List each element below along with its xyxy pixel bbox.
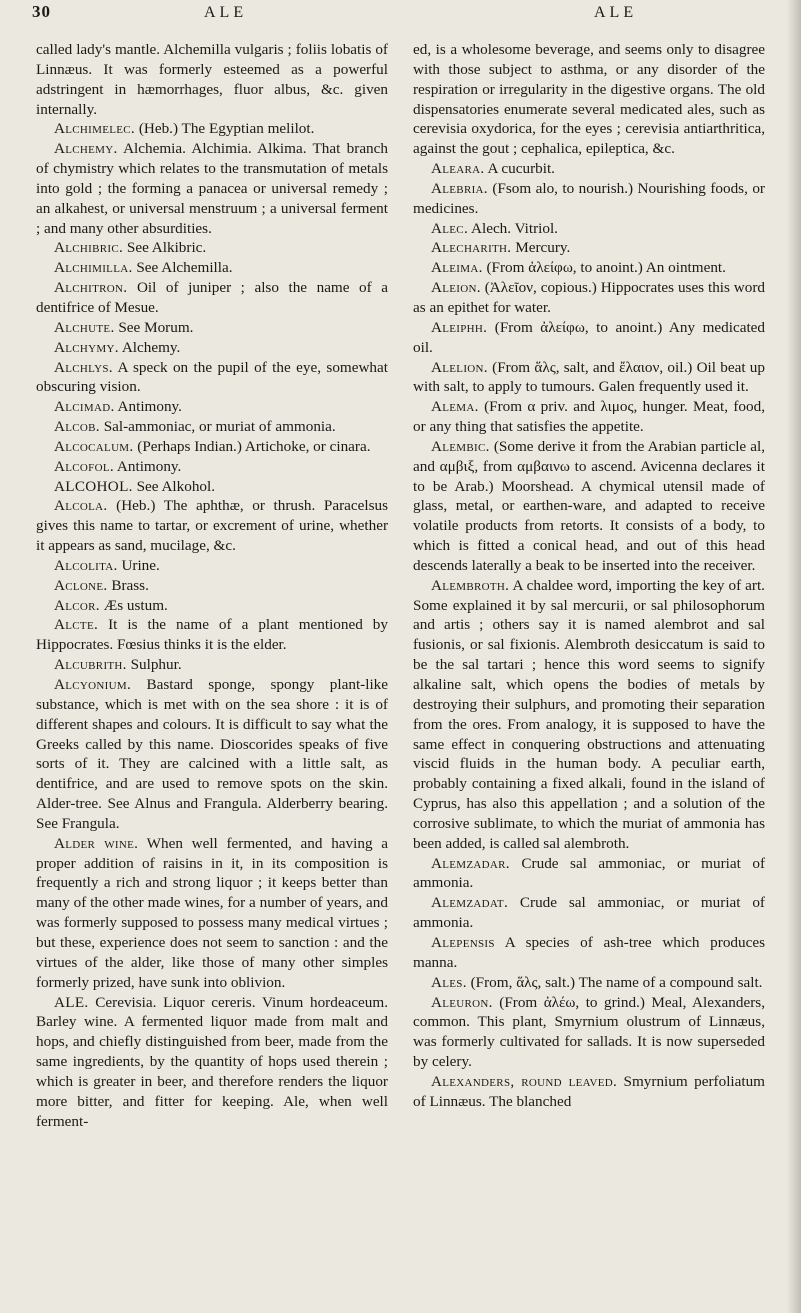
entry-headword: Alcola. [54,497,108,515]
entry-definition: (Fsom alo, to nourish.) Nourishing foods, or medicines. [413,179,765,217]
entry-headword: Alchemy. [54,140,118,158]
entry-headword: Aleion. [431,279,481,297]
dictionary-entry [413,238,765,258]
entry-definition: (Heb.) The Egyptian melilot. [138,120,315,138]
dictionary-entry [413,358,765,398]
dictionary-entry [413,893,765,933]
entry-headword: ALCOHOL. [54,477,133,495]
entry-definition: A species of ash-tree which produces manna. [413,933,766,971]
entry-headword: Alema. [431,398,479,416]
entry-headword: Alcyonium. [54,676,132,693]
dictionary-entry [413,1072,765,1112]
entry-headword: Alder wine. [54,834,139,852]
entry-definition: (From, ἅλς, salt.) The name of a compound salt. [470,973,763,991]
dictionary-entry [36,417,388,437]
dictionary-entry [36,457,388,477]
entry-headword: Alembic. [431,437,490,455]
dictionary-entry [36,993,388,1132]
dictionary-entry [36,397,388,417]
entry-continuation [413,40,765,159]
dictionary-entry [36,496,388,556]
dictionary-entry [413,318,765,358]
entry-headword: Alembroth. [431,576,510,594]
dictionary-entry [413,258,765,278]
entry-definition: Smyrnium perfoliatum of Linnæus. The blanched [413,1072,765,1110]
dictionary-entry [413,397,765,437]
dictionary-entry [413,179,765,219]
dictionary-entry [36,358,388,398]
entry-headword: Alcofol. [54,457,114,475]
entry-headword: ALE. [54,993,89,1011]
entry-definition: Cerevisia. Liquor cereris. Vinum hordeaceum. Barley wine. A fermented liquor made from malt and hops, and chiefly distinguished from beer, made from the same ingredients, by the quantity of hops used therein ; which is greater in beer, and therefore renders the liquor more bitter, and fitter for keeping. Ale, when well ferment- [36,993,389,1130]
entry-headword: Alcimad. [54,398,115,416]
dictionary-entry [36,437,388,457]
entry-definition: (Heb.) The aphthæ, or thrush. Paracelsus gives this name to tartar, or excrement of urine, whether it appears as sand, mucilage, &c. [36,497,388,555]
entry-definition: A cucurbit. [487,160,555,178]
dictionary-entry [413,437,765,576]
entry-headword: Alchitron. [54,279,128,297]
entry-definition: (Ἀλεῖον, copious.) Hippocrates uses this word as an epithet for water. [413,279,765,316]
entry-definition: Sulphur. [130,656,182,674]
entry-headword: Alelion. [431,358,488,376]
dictionary-entry [413,219,765,239]
dictionary-entry [413,933,765,973]
left-column [36,40,388,1131]
entry-headword: Aleima. [431,259,483,277]
right-column [413,40,765,1112]
dictionary-entry [413,576,765,854]
dictionary-entry [36,556,388,576]
entry-headword: Alcob. [54,418,100,436]
page-number: 30 [32,2,51,21]
dictionary-entry [413,278,765,318]
entry-definition: When well fermented, and having a proper addition of raisins in it, in its composition is frequently a rich and strong liquor ; it keeps better than many of the other made wines, for a number of years, and was formerly supposed to possess many medical virtues ; but these, experience does not seem to sanction : and the virtues of the alder, like those of many other simples formerly prized, have sunk into oblivion. [36,834,388,991]
dictionary-entry [36,834,388,993]
entry-headword: Alcubrith. [54,656,127,674]
entry-definition: Alchemia. Alchimia. Alkima. That branch of chymistry which relates to the transmutation of metals into gold ; the forming a panacea or universal remedy ; an alkahest, or universal menstruum ; a universal ferment ; and many other absurdities. [36,140,388,237]
header-right-title: ALE [594,4,638,21]
entry-definition: A chaldee word, importing the key of art. Some explained it by sal mercurii, or sal philosophorum and artis ; others say it is named alembrot and sal fusionis, or sal fixionis. Alembroth desiccatum is said to be the sal tartari ; hence this word seems to signify alkaline salt, which opens the bodies of metals by destroying their sulphurs, and promoting their separation from the ores. From analogy, it is supposed to have the same effect in conquering obstructions and attenuating viscid fluids in the human body. A peculiar earth, probably containing a fixed alkali, found in the island of Cyprus, has also this appellation ; and a solution of the corrosive sublimate, to which the muriat of ammonia has been added, is called sal alembroth. [413,576,765,852]
dictionary-entry [36,477,388,497]
dictionary-entry [36,615,388,655]
entry-headword: Alchibric. [54,239,124,257]
dictionary-entry [36,278,388,318]
entry-definition: It is the name of a plant mentioned by Hippocrates. Fœsius thinks it is the elder. [36,616,388,654]
entry-definition: See Alkibric. [126,239,207,257]
entry-definition: Brass. [111,576,149,594]
entry-headword: Alecharith. [431,239,512,257]
entry-headword: Alcocalum. [54,437,134,455]
entry-headword: Alcte. [54,616,99,634]
entry-headword: Alchlys. [54,358,113,376]
entry-definition: (From ἀλείφω, to anoint.) Any medicated oil. [413,318,765,356]
entry-definition: Mercury. [515,239,571,257]
entry-headword: Alemzadar. [431,854,510,872]
entry-headword: Aleara. [431,160,485,178]
entry-headword: Alchimelec. [54,120,136,138]
dictionary-entry [36,119,388,139]
entry-headword: Aleiphh. [431,318,488,336]
entry-headword: Alcor. [54,596,100,614]
dictionary-entry [413,159,765,179]
entry-headword: Ales. [431,973,467,991]
page-edge-shadow [787,0,801,1313]
entry-definition: (From ἀλείφω, to anoint.) An ointment. [486,259,726,277]
entry-definition: Sal-ammoniac, or muriat of ammonia. [103,418,336,436]
entry-definition: (Some derive it from the Arabian particle al, and αμβιξ, from αμβαινω to ascend. Avicenna declares it to be Arab.) Moorshead. A chymical utensil made of glass, metal, or earthen-ware, and adapted to receive volatile products from retorts. It consists of a body, to which is fitted a conical head, and out of this head descends laterally a beak to be inserted into the receiver. [413,437,766,574]
entry-definition: called lady's mantle. Alchemilla vulgaris ; foliis lobatis of Linnæus. It was formerly esteemed as a powerful adstringent in hæmorrhages, fluor albus, &c. given internally. [36,41,388,118]
entry-headword: Alebria. [431,179,488,197]
dictionary-entry [36,238,388,258]
entry-definition: A speck on the pupil of the eye, somewhat obscuring vision. [36,358,388,396]
dictionary-entry [36,258,388,278]
dictionary-entry [36,139,388,238]
entry-definition: See Alkohol. [136,477,216,495]
dictionary-entry [36,675,388,834]
entry-headword: Alchymy. [54,338,119,356]
dictionary-entry [413,973,765,993]
entry-definition: Oil of juniper ; also the name of a dentifrice of Mesue. [36,279,388,316]
entry-definition: Antimony. [117,398,182,416]
dictionary-entry [413,993,765,1072]
entry-headword: Alec. [431,219,469,237]
dictionary-entry [36,655,388,675]
dictionary-entry [36,338,388,358]
entry-definition: Bastard sponge, spongy plant-like substance, which is met with on the sea shore : it is of different shapes and colours. It is difficult to say what the Greeks called by this name. Dioscorides speaks of five sorts of it. They are calcined with a little salt, as dentifrice, and are used to remove spots on the skin. Alder-tree. See Alnus and Frangula. Alderberry bearing. See Frangula. [36,676,389,832]
entry-headword: Alcolita. [54,556,118,574]
entry-definition: (From α priv. and λιμος, hunger. Meat, food, or any thing that satisfies the appetite. [413,398,766,436]
entry-definition: Urine. [121,556,160,574]
dictionary-entry [36,318,388,338]
entry-headword: Aleuron. [431,993,493,1011]
entry-definition: See Alchemilla. [136,259,233,277]
entry-definition: Antimony. [116,457,182,475]
entry-headword: Alchimilla. [54,259,133,277]
entry-definition: Alech. Vitriol. [471,219,558,237]
entry-definition: See Morum. [118,318,194,336]
entry-headword: Aclone. [54,576,108,594]
running-header [0,2,801,32]
entry-definition: (Perhaps Indian.) Artichoke, or cinara. [137,437,371,455]
entry-definition: (From ἀλέω, to grind.) Meal, Alexanders, common. This plant, Smyrnium olustrum of Linnæus, was formerly cultivated for sallads. It is now superseded by celery. [413,993,765,1071]
entry-headword: Alemzadat. [431,894,509,912]
entry-headword: Alexanders, round leaved. [431,1072,618,1090]
entry-definition: Æs ustum. [103,596,168,614]
entry-definition: ed, is a wholesome beverage, and seems only to disagree with those subject to asthma, or any disorder of the respiration or irregularity in the digestive organs. The old dispensatories enumerate several medicated ales, such as cerevisia oxydorica, for the eyes ; cerevisia antiarthritica, against the gout ; cephalica, epileptica, &c. [413,41,765,158]
entry-headword: Alchute. [54,318,115,336]
dictionary-entry [36,576,388,596]
entry-definition: Crude sal ammoniac, or muriat of ammonia. [413,894,765,932]
entry-definition: (From ἅλς, salt, and ἔλαιον, oil.) Oil beat up with salt, to apply to tumours. Galen frequently used it. [413,358,765,396]
dictionary-entry [36,596,388,616]
header-left-title: ALE [204,4,248,21]
entry-definition: Crude sal ammoniac, or muriat of ammonia. [413,854,765,892]
dictionary-entry [413,854,765,894]
entry-headword: Alepensis [431,933,495,951]
entry-definition: Alchemy. [121,338,181,356]
entry-continuation [36,40,388,119]
